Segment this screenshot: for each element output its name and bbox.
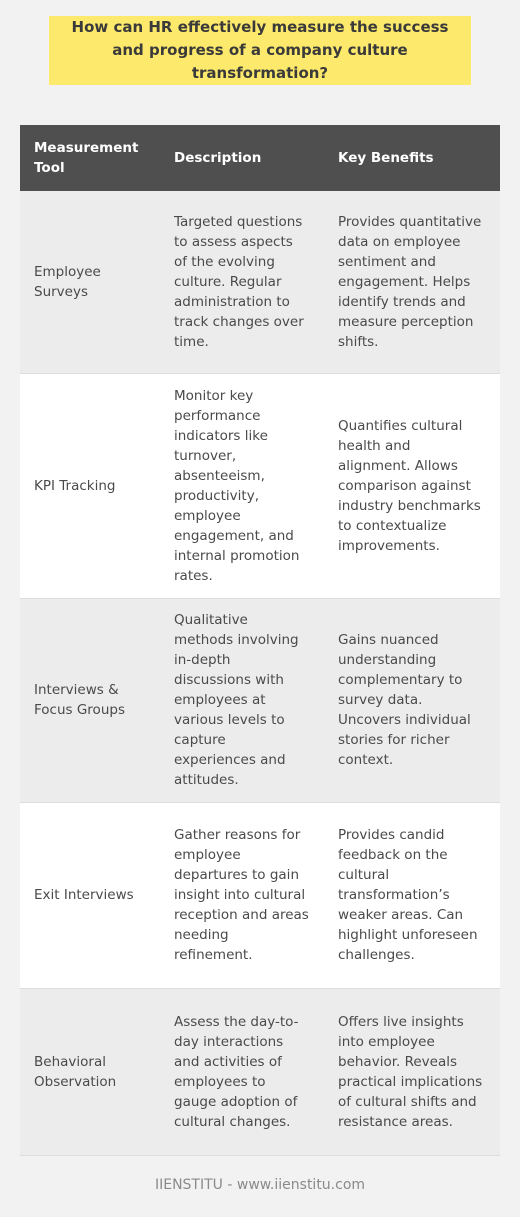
cell-tool: KPI Tracking: [20, 373, 160, 598]
cell-benefits: Provides candid feedback on the cultural transformation’s weaker areas. Can highlight unforeseen challenges.: [324, 802, 500, 988]
cell-description: Targeted questions to assess aspects of the evolving culture. Regular administration to track changes over time.: [160, 191, 324, 373]
footer-credit: IIENSTITU - www.iienstitu.com: [154, 1177, 366, 1193]
cell-description: Assess the day-to-day interactions and activities of employees to gauge adoption of cultural changes.: [160, 988, 324, 1155]
cell-tool: Interviews & Focus Groups: [20, 598, 160, 802]
header-key-benefits: Key Benefits: [324, 125, 500, 191]
cell-benefits: Gains nuanced understanding complementary to survey data. Uncovers individual stories for richer context.: [324, 598, 500, 802]
table-row: [20, 802, 500, 988]
cell-tool: Behavioral Observation: [20, 988, 160, 1155]
header-description: Description: [160, 125, 324, 191]
table-row: [20, 191, 500, 373]
cell-description: Qualitative methods involving in-depth discussions with employees at various levels to capture experiences and attitudes.: [160, 598, 324, 802]
cell-tool: Exit Interviews: [20, 802, 160, 988]
table-header-row: [20, 125, 500, 191]
cell-description: Monitor key performance indicators like turnover, absenteeism, productivity, employee engagement, and internal promotion rates.: [160, 373, 324, 598]
measurement-table: [20, 125, 500, 1156]
table-row: [20, 988, 500, 1155]
cell-description: Gather reasons for employee departures to gain insight into cultural reception and areas needing refinement.: [160, 802, 324, 988]
cell-benefits: Offers live insights into employee behavior. Reveals practical implications of cultural shifts and resistance areas.: [324, 988, 500, 1155]
cell-tool: Employee Surveys: [20, 191, 160, 373]
title-banner: [49, 16, 471, 85]
cell-benefits: Provides quantitative data on employee sentiment and engagement. Helps identify trends and measure perception shifts.: [324, 191, 500, 373]
table-row: [20, 598, 500, 802]
header-measurement-tool: Measurement Tool: [20, 125, 160, 191]
page-title: How can HR effectively measure the success and progress of a company culture transformation?: [71, 18, 449, 82]
table-row: [20, 373, 500, 598]
cell-benefits: Quantifies cultural health and alignment. Allows comparison against industry benchmarks to contextualize improvements.: [324, 373, 500, 598]
